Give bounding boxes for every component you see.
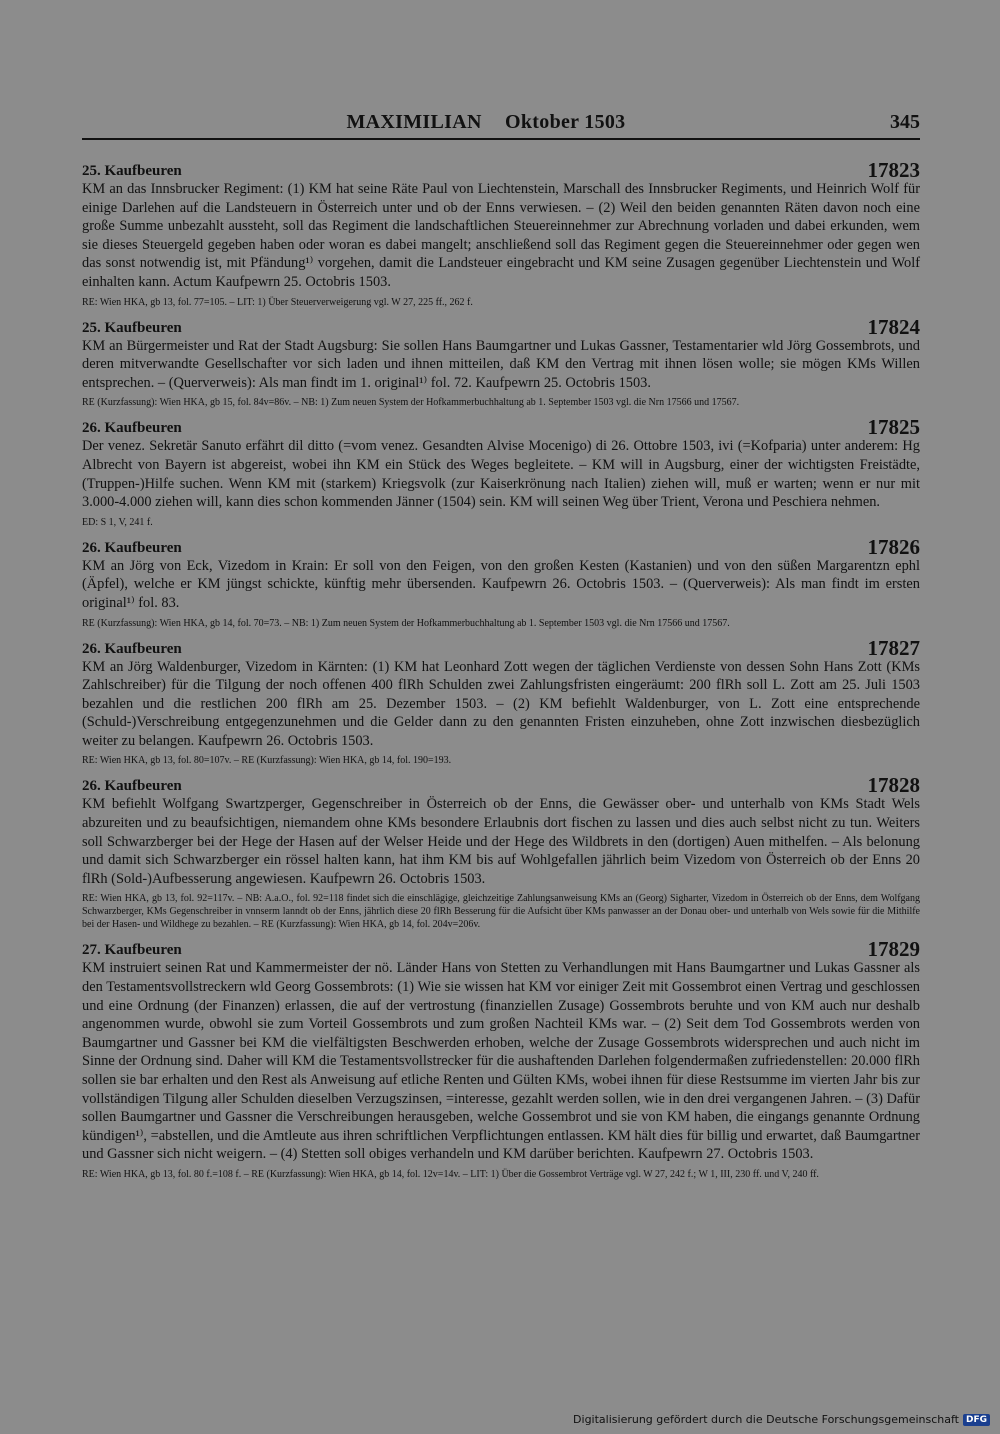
running-title xyxy=(82,111,890,138)
entry-heading xyxy=(82,773,920,798)
entry-17829 xyxy=(82,939,920,1181)
running-title-date: Oktober 1503 xyxy=(505,111,626,133)
entry-heading xyxy=(82,937,920,962)
entry-17826 xyxy=(82,534,920,630)
entry-heading xyxy=(82,160,920,180)
funding-footer xyxy=(573,1413,990,1426)
entry-text: KM an Bürgermeister und Rat der Stadt Augsburg: Sie sollen Hans Baumgartner und Lukas Gassner, Testamentarier wld Jörg Gossembrots, und deren mitverwandte Gesellschafter vor sich laden und ihnen mitteilen, daß KM den Vertrag mit ihnen lösen wolle; sie mögen KMs Willen entsprechen. – (Querverweis): Als man findt im 1. original¹⁾ fol. 72. Kaufpewrn 25. Octobris 1503. xyxy=(82,337,920,391)
entry-source-note: RE: Wien HKA, gb 13, fol. 77=105. – LIT: 1) Über Steuerverweigerung vgl. W 27, 225 ff., 262 f. xyxy=(82,296,473,308)
entry-number: 17828 xyxy=(867,773,920,798)
dfg-logo-icon: DFG xyxy=(963,1414,990,1426)
running-title-name: MAXIMILIAN xyxy=(346,111,482,133)
entry-source-note: RE: Wien HKA, gb 13, fol. 80 f.=108 f. – RE (Kurzfassung): Wien HKA, gb 14, fol. 12v=14v. – LIT: 1) Über die Gossembrot Verträge vgl. W 27, 242 f.; W 1, III, 230 ff. und V, 240 ff. xyxy=(82,1168,819,1180)
entry-source-note: RE (Kurzfassung): Wien HKA, gb 14, fol. 70=73. – NB: 1) Zum neuen System der Hofkammerbuchhaltung ab 1. September 1503 vgl. die Nrn 17566 und 17567. xyxy=(82,617,730,629)
entry-heading xyxy=(82,314,920,339)
funding-text: Digitalisierung gefördert durch die Deutsche Forschungsgemeinschaft xyxy=(573,1413,959,1426)
entry-source-note: RE: Wien HKA, gb 13, fol. 92=117v. – NB: A.a.O., fol. 92=118 findet sich die einschlägige, gleichzeitige Zahlungsanweisung KMs an (Georg) Sigharter, Vizedom in Österreich ob der Enns, dem Wolfgang Schwarzberger, KMs Gegenschreiber in vnnserm lanndt ob der Enns, jährlich diese 20 flRh Besserung für die Aufsicht über KMs panwasser an der Donau ober- und unterhalb von Wels sowie für die Mithilfe bei der Hasen- und Wildhege zu bezahlen. – RE (Kurzfassung): Wien HKA, gb 14, fol. 204v=206v. xyxy=(82,893,920,931)
entry-number: 17823 xyxy=(867,158,920,182)
entry-date: 26. Kaufbeuren xyxy=(82,778,182,795)
entry-date: 26. Kaufbeuren xyxy=(82,539,182,556)
entry-number: 17825 xyxy=(867,415,920,440)
entry-number: 17827 xyxy=(867,635,920,660)
page-header xyxy=(82,108,920,140)
entry-17827 xyxy=(82,635,920,768)
entry-text: KM an das Innsbrucker Regiment: (1) KM hat seine Räte Paul von Liechtenstein, Marschall des Innsbrucker Regiments, und Heinrich Wolf für einige Darlehen auf die Landsteuern in Österreich unter und ob der Enns verwiesen. – (2) Weil den beiden genannten Räten davon noch eine große Summe unbezahlt aussteht, soll das Regiment die landschaftlichen Steuereinnehmer zur Abrechnung vorladen und dabei erkunden, wem sie dieses Steuergeld gegeben haben oder woran es dabei mangelt; anschließend soll das Regiment gegen die Steuereinnehmer oder gegen wen das sonst notwendig ist, mit Pfändung¹⁾ vorgehen, damit die Landsteuer eingebracht und KM seine Zusagen gegenüber Liechtenstein und Wolf einhalten kann. Actum Kaufpewrn 25. Octobris 1503. xyxy=(82,181,920,290)
entry-number: 17829 xyxy=(867,937,920,962)
entry-text: Der venez. Sekretär Sanuto erfährt dil ditto (=vom venez. Gesandten Alvise Mocenigo) di 26. Ottobre 1503, ivi (=Kofparia) unter anderem: Hg Albrecht von Bayern ist abgereist, wobei ihn KM ein Stück des Weges begleitete. – KM will in Augsburg, einer der wichtigsten Freistädte, (Truppen-)Hilfe suchen. Wenn KM mit (starkem) Kriegsvolk (zur Kaiserkrönung nach Italien) ziehen will, muß er warten; wenn er nur mit 3.000-4.000 ziehen will, kann dies schon kommenden Jänner (1504) sein. KM will seinen Weg über Trient, Verona und Peschiera nehmen. xyxy=(82,438,920,511)
entry-date: 25. Kaufbeuren xyxy=(82,163,182,179)
entry-date: 25. Kaufbeuren xyxy=(82,319,182,336)
entry-17824 xyxy=(82,314,920,410)
entry-17823 xyxy=(82,160,920,309)
entry-date: 27. Kaufbeuren xyxy=(82,942,182,959)
entry-text: KM an Jörg von Eck, Vizedom in Krain: Er soll von den Feigen, von den großen Kesten (Kastanien) und von den süßen Margarentzn ephl (Äpfel), welche er KM jüngst schickte, künftig mehr übersenden. Kaufpewrn 26. Octobris 1503. – (Querverweis): Als man findt im ersten original¹⁾ fol. 83. xyxy=(82,557,920,611)
entry-date: 26. Kaufbeuren xyxy=(82,420,182,437)
entry-number: 17826 xyxy=(867,534,920,559)
entry-source-note: RE (Kurzfassung): Wien HKA, gb 15, fol. 84v=86v. – NB: 1) Zum neuen System der Hofkammerbuchhaltung ab 1. September 1503 vgl. die Nrn 17566 und 17567. xyxy=(82,397,740,409)
entry-17825 xyxy=(82,417,920,528)
entry-17828 xyxy=(82,775,920,931)
entry-text: KM instruiert seinen Rat und Kammermeister der nö. Länder Hans von Stetten zu Verhandlungen mit Hans Baumgartner und Lukas Gassner als den Testamentsvollstreckern wld Georg Gossembrots: (1) Wie sie wissen hat KM vor einiger Zeit mit Gossembrot einen Vertrag und geschlossen und eine Ordnung (der Finanzen) erlassen, die auf der vertrostung (finanziellen Zusage) Gossembrots beruhte und von KM auch nur deshalb angenommen wurde, obwohl sie zum Vorteil Gossembrots und zum großen Nachteil KMs war. – (2) Seit dem Tod Gossembrots werden von Baumgartner und Gassner bei KM die vielfältigsten Beschwerden erhoben, welche der Zusage Gossembrots widersprechen und auch nicht im Sinne der Ordnung sind. Daher will KM die Testamentsvollstrecker für die aushaftenden Darlehen folgendermaßen zufriedenstellen: 20.000 flRh sollen sie bar erhalten und den Rest als Anweisung auf etliche Renten und Gülten KMs, wobei ihnen für diese Restsumme im vierten Jahr bis zur vollständigen Tilgung aller Schulden dieselben Verzugszinsen, =interesse, gezahlt werden sollen, wie in den drei vergangenen Jahren. – (3) Dafür sollen Baumgartner und Gassner die Verschreibungen herausgeben, welche Gossembrot und sie von KM haben, die eingangs genannte Ordnung kündigen¹⁾, =abstellen, und die Amtleute aus ihren schriftlichen Verpflichtungen entlassen. KM hält dies für billig und erwartet, daß Baumgartner und Gassner sich nicht weigern. – (4) Stetten soll obiges verhandeln und KM darüber berichten. Kaufpewrn 27. Octobris 1503. xyxy=(82,960,921,1163)
entry-date: 26. Kaufbeuren xyxy=(82,640,182,657)
entry-text: KM an Jörg Waldenburger, Vizedom in Kärnten: (1) KM hat Leonhard Zott wegen der täglichen Verdienste von dessen Sohn Hans Zott (KMs Zahlschreiber) für die Tilgung der noch offenen 400 flRh Schulden zwei Zahlungsfristen eingeräumt: 200 flRh soll L. Zott am 25. Juli 1503 bezahlen und die restlichen 200 flRh am 25. Dezember 1503. – (2) KM befiehlt Waldenburger, von L. Zott eine entsprechende (Schuld-)Verschreibung entgegenzunehmen und die Gelder dann zu den genannten Fristen einzuheben, ohne Zott inzwischen diesbezüglich weiter zu belangen. Kaufpewrn 26. Octobris 1503. xyxy=(82,658,920,749)
entry-number: 17824 xyxy=(867,314,920,339)
entry-source-note: RE: Wien HKA, gb 13, fol. 80=107v. – RE (Kurzfassung): Wien HKA, gb 14, fol. 190=193. xyxy=(82,755,452,767)
entry-heading xyxy=(82,635,920,660)
entry-heading xyxy=(82,534,920,559)
entries-list xyxy=(82,160,920,1189)
entry-source-note: ED: S 1, V, 241 f. xyxy=(82,516,153,528)
entry-text: KM befiehlt Wolfgang Swartzperger, Gegenschreiber in Österreich ob der Enns, die Gewässer ober- und unterhalb von KMs Stadt Wels abzureiten und zu beaufsichtigen, niemandem ohne KMs besondere Erlaubnis dort fischen zu lassen und dies auch selbst nicht zu tun. Weiters soll Schwarzberger bei der Hege der Hasen auf der Welser Heide und der Hege des Wildbrets in den (dortigen) Auen mithelfen. – Als belonung und damit sich Schwarzberger ein rössel halten kann, hat ihm KM bis auf Wohlgefallen jährlich beim Vizedom von Österreich ob der Enns 20 flRh (Sold-)Aufbesserung angewiesen. Kaufpewrn 26. Octobris 1503. xyxy=(82,796,920,887)
entry-heading xyxy=(82,415,920,440)
page-number: 345 xyxy=(890,111,920,133)
